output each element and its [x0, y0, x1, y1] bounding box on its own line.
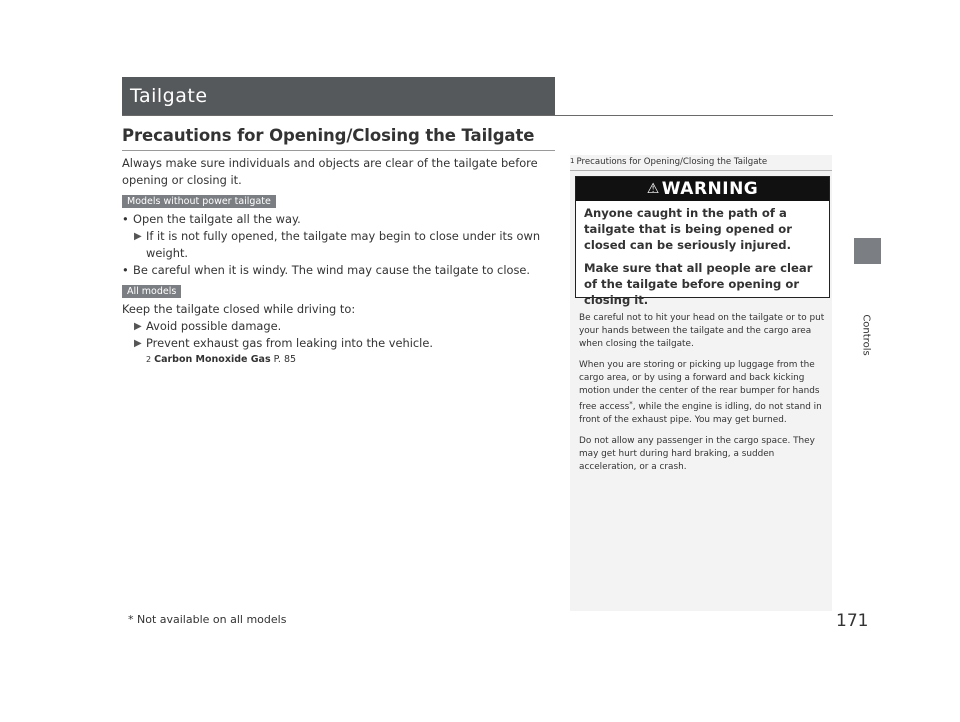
bullet-dot-icon: •: [122, 212, 129, 226]
reason-item: [122, 318, 558, 335]
asterisk-marker: *: [629, 400, 633, 409]
sidebar-marker-icon: 1: [570, 157, 575, 165]
arrow-right-icon: ▶: [134, 231, 142, 242]
warning-box: [575, 176, 830, 307]
bullet-text: Be careful when it is windy. The wind may cause the tailgate to close.: [133, 263, 531, 277]
warning-line: Anyone caught in the path of a tailgate that is being opened or closed can be seriously injured.: [584, 206, 792, 252]
sidebar-title: [570, 157, 767, 167]
warning-label: WARNING: [661, 179, 759, 199]
sub-bullet: [122, 228, 558, 262]
model-tag-no-power: Models without power tailgate: [122, 195, 276, 208]
footnote: * Not available on all models: [128, 613, 287, 626]
main-content: [122, 155, 558, 367]
section-divider: [122, 115, 833, 116]
bullet-item: [122, 262, 558, 279]
sidebar-title-text: Precautions for Opening/Closing the Tailgate: [576, 157, 768, 167]
sidebar-note: Be careful not to hit your head on the tailgate or to put your hands between the tailgate and the cargo area when closing the tailgate.: [579, 313, 825, 350]
reference-page: P. 85: [273, 354, 297, 365]
arrow-right-icon: ▶: [134, 321, 142, 332]
bullet-item: [122, 211, 558, 228]
sidebar-note-luggage: [579, 359, 825, 428]
luggage-note-text-end: , while the engine is idling, do not stand in front of the exhaust pipe. You may get burned.: [579, 402, 822, 426]
warning-triangle-icon: ⚠: [646, 181, 660, 197]
keep-closed-paragraph: Keep the tailgate closed while driving to:: [122, 302, 356, 316]
reference-title: Carbon Monoxide Gas: [154, 354, 271, 365]
warning-text: [576, 201, 829, 308]
heading-divider: [122, 150, 555, 151]
bullet-text: Open the tailgate all the way.: [133, 212, 301, 226]
chapter-tab-marker: [854, 238, 881, 264]
luggage-note-text: When you are storing or picking up luggage from the cargo area, or by using a forward and back kicking motion under the center of the rear bumper for hands free access: [579, 359, 820, 413]
chapter-tab-label: Controls: [860, 314, 872, 356]
warning-header: [576, 177, 829, 201]
reason-text: Prevent exhaust gas from leaking into the vehicle.: [146, 336, 433, 350]
bullet-dot-icon: •: [122, 263, 129, 277]
page-number: 171: [836, 611, 869, 631]
sidebar-notes: [579, 312, 825, 481]
sidebar-note: Do not allow any passenger in the cargo space. They may get hurt during hard braking, a sudden acceleration, or a crash.: [579, 435, 815, 473]
sidebar-title-divider: [570, 170, 832, 171]
warning-line: Make sure that all people are clear of the tailgate before opening or closing it.: [584, 261, 813, 307]
section-title: Tailgate: [122, 77, 555, 115]
arrow-right-icon: ▶: [134, 338, 142, 349]
sub-bullet-text: If it is not fully opened, the tailgate may begin to close under its own weight.: [146, 229, 541, 260]
intro-paragraph: Always make sure individuals and objects are clear of the tailgate before opening or closing it.: [122, 156, 538, 187]
reason-item: [122, 335, 558, 352]
reference-icon: 2: [146, 355, 152, 364]
page-heading: Precautions for Opening/Closing the Tailgate: [122, 126, 535, 145]
model-tag-all: All models: [122, 285, 181, 298]
cross-reference-link[interactable]: [122, 352, 558, 367]
reason-text: Avoid possible damage.: [146, 319, 282, 333]
